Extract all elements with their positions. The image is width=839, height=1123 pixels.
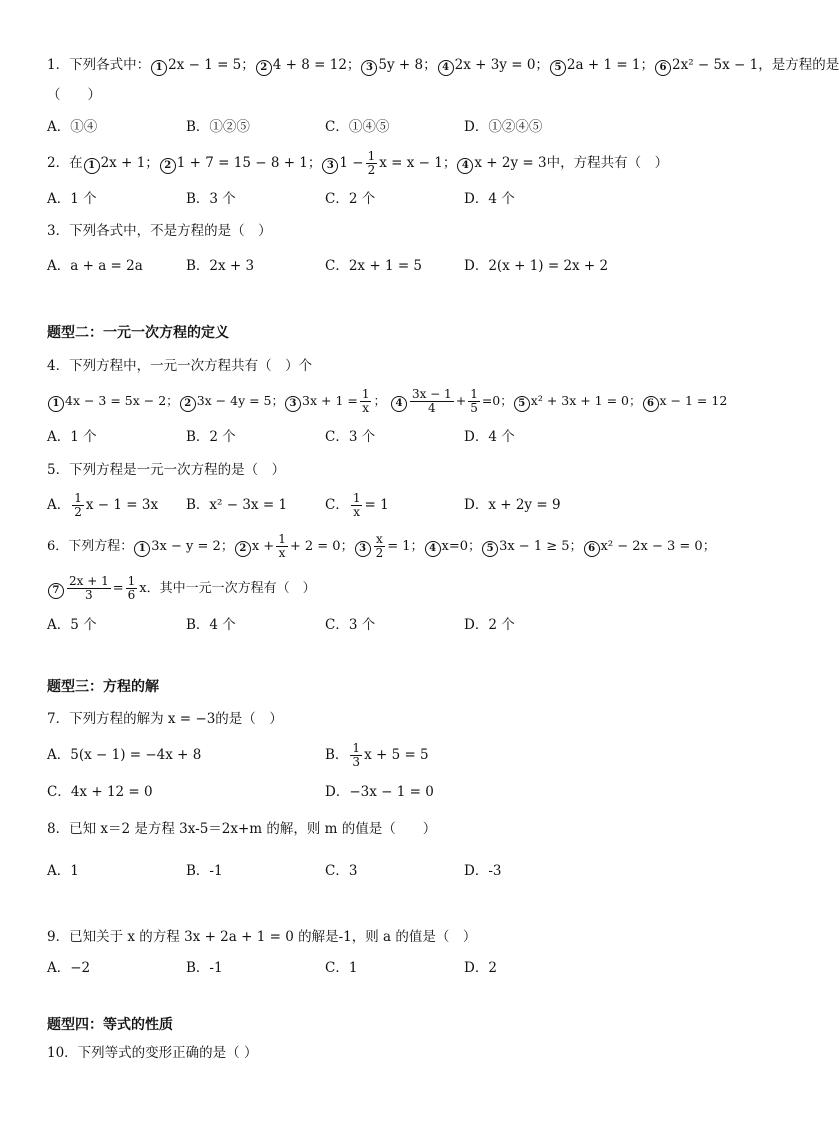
q4-option-c[interactable]: C．3 个 — [325, 429, 376, 445]
q5-option-a[interactable]: A． $\frac{1}{2}$ x − 1 = 3x — [47, 491, 159, 519]
circled-number-2: 2 — [235, 541, 251, 557]
q9-option-a[interactable]: A．−2 — [47, 960, 91, 976]
circled-number-6: 6 — [655, 60, 671, 76]
q1-tail: ，是方程的是 — [758, 57, 839, 73]
circled-number-2: 2 — [180, 396, 196, 412]
q9-option-b[interactable]: B．-1 — [186, 960, 223, 976]
q1-expr-4: 2x + 3y = 0 — [454, 57, 536, 73]
q2-line: 2．在 1 2x + 1； 2 1 + 7 = 15 − 8 + 1； 3 1 − $\frac{1}{2}$ x = x − 1； 4 x + 2y = 3中，方程共有（ ） — [47, 149, 669, 177]
circled-number-6: 6 — [643, 396, 659, 412]
q7-option-a[interactable]: A．5(x − 1) = −4x + 8 — [47, 747, 202, 763]
q8-option-c[interactable]: C．3 — [325, 863, 358, 879]
q6-option-d[interactable]: D．2 个 — [464, 617, 515, 633]
q7-option-c[interactable]: C．4x + 12 = 0 — [47, 784, 153, 800]
circled-number-2: 2 — [160, 158, 176, 174]
q4-option-a[interactable]: A．1 个 — [47, 429, 97, 445]
q3-stem: 3．下列各式中，不是方程的是（ ） — [47, 223, 272, 239]
section-heading-2: 题型二：一元一次方程的定义 — [47, 325, 229, 341]
circled-number-1: 1 — [84, 158, 100, 174]
circled-number-4: 4 — [457, 158, 473, 174]
circled-number-5: 5 — [514, 396, 530, 412]
q1-option-a[interactable]: A．①④ — [47, 119, 98, 135]
q4-exprs: 1 4x − 3 = 5x − 2； 2 3x − 4y = 5； 3 3x + 1 = $\frac{1}{x}$ ； 4 $\frac{3x - 1}{4}$ + $\frac{1}{5}$ =0； 5 x² + 3x + 1 = 0； 6 x − 1 = 12 — [47, 384, 727, 418]
q10-stem: 10．下列等式的变形正确的是（ ） — [47, 1045, 258, 1061]
q4-option-d[interactable]: D．4 个 — [464, 429, 515, 445]
q6-line-1: 6．下列方程： 1 3x − y = 2； 2 x + $\frac{1}{x}$ + 2 = 0； 3 $\frac{x}{2}$ = 1； 4 x=0； 5 3x − 1 ≥ 5； 6 x² − 2x − 3 = 0； — [47, 532, 716, 560]
circled-number-3: 3 — [361, 60, 377, 76]
q1-expr-5: 2a + 1 = 1 — [566, 57, 641, 73]
circled-number-6: 6 — [584, 541, 600, 557]
q5-option-b[interactable]: B．x² − 3x = 1 — [186, 497, 288, 513]
circled-number-4: 4 — [391, 396, 407, 412]
q5-stem: 5．下列方程是一元一次方程的是（ ） — [47, 462, 286, 478]
q3-option-d[interactable]: D．2(x + 1) = 2x + 2 — [464, 258, 609, 274]
q1-option-b[interactable]: B．①②⑤ — [186, 119, 250, 135]
q8-stem: 8．已知 x＝2 是方程 3x-5＝2x+m 的解，则 m 的值是（ ） — [47, 821, 437, 837]
q1-option-d[interactable]: D．①②④⑤ — [464, 119, 543, 135]
q9-stem: 9．已知关于 x 的方程 3x + 2a + 1 = 0 的解是-1，则 a 的值是（ ） — [47, 929, 477, 945]
q9-option-c[interactable]: C．1 — [325, 960, 358, 976]
q7-stem: 7．下列方程的解为 x = −3的是（ ） — [47, 711, 283, 727]
q4-stem: 4．下列方程中，一元一次方程共有（ ）个 — [47, 358, 313, 374]
circled-number-4: 4 — [438, 60, 454, 76]
q6-option-c[interactable]: C．3 个 — [325, 617, 376, 633]
circled-number-7: 7 — [48, 583, 64, 599]
q1-expr-1: 2x − 1 = 5 — [168, 57, 242, 73]
section-heading-3: 题型三：方程的解 — [47, 679, 159, 695]
q6-line-2: 7 $\frac{2x + 1}{3}$ = $\frac{1}{6}$ x．其中一元一次方程有（ ） — [47, 572, 316, 606]
circled-number-1: 1 — [48, 396, 64, 412]
q2-option-b[interactable]: B．3 个 — [186, 191, 236, 207]
circled-number-3: 3 — [322, 158, 338, 174]
q3-option-b[interactable]: B．2x + 3 — [186, 258, 255, 274]
q2-option-c[interactable]: C．2 个 — [325, 191, 376, 207]
q8-option-b[interactable]: B．-1 — [186, 863, 223, 879]
circled-number-5: 5 — [550, 60, 566, 76]
q2-fraction: $\frac{1}{2}$ — [367, 149, 376, 177]
circled-number-1: 1 — [151, 60, 167, 76]
q6-option-b[interactable]: B．4 个 — [186, 617, 236, 633]
q4-option-b[interactable]: B．2 个 — [186, 429, 236, 445]
q2-option-d[interactable]: D．4 个 — [464, 191, 515, 207]
q1-expr-3: 5y + 8 — [378, 57, 424, 73]
section-heading-4: 题型四：等式的性质 — [47, 1017, 173, 1033]
q1-line: 1．下列各式中： 1 2x − 1 = 5； 2 4 + 8 = 12； 3 5y + 8； 4 2x + 3y = 0； 5 2a + 1 = 1； 6 2x² − 5x − 1，是方程的是 — [47, 56, 839, 76]
circled-number-3: 3 — [355, 541, 371, 557]
q1-paren: （ ） — [47, 87, 101, 103]
circled-number-1: 1 — [134, 541, 150, 557]
circled-number-3: 3 — [285, 396, 301, 412]
q8-option-d[interactable]: D．-3 — [464, 863, 502, 879]
q1-expr-2: 4 + 8 = 12 — [272, 57, 347, 73]
q2-option-a[interactable]: A．1 个 — [47, 191, 97, 207]
circled-number-4: 4 — [425, 541, 441, 557]
q9-option-d[interactable]: D．2 — [464, 960, 497, 976]
q6-option-a[interactable]: A．5 个 — [47, 617, 97, 633]
q7-option-d[interactable]: D．−3x − 1 = 0 — [325, 784, 434, 800]
q7-option-b[interactable]: B． $\frac{1}{3}$ x + 5 = 5 — [325, 741, 429, 769]
q3-option-c[interactable]: C．2x + 1 = 5 — [325, 258, 423, 274]
circled-number-2: 2 — [256, 60, 272, 76]
q5-option-c[interactable]: C． $\frac{1}{x}$ = 1 — [325, 491, 389, 519]
q1-stem: 1．下列各式中： — [47, 57, 151, 73]
q1-expr-6: 2x² − 5x − 1 — [672, 57, 759, 73]
circled-number-5: 5 — [482, 541, 498, 557]
q5-option-d[interactable]: D．x + 2y = 9 — [464, 497, 561, 513]
q1-option-c[interactable]: C．①④⑤ — [325, 119, 390, 135]
q3-option-a[interactable]: A．a + a = 2a — [47, 258, 143, 274]
q8-option-a[interactable]: A．1 — [47, 863, 79, 879]
